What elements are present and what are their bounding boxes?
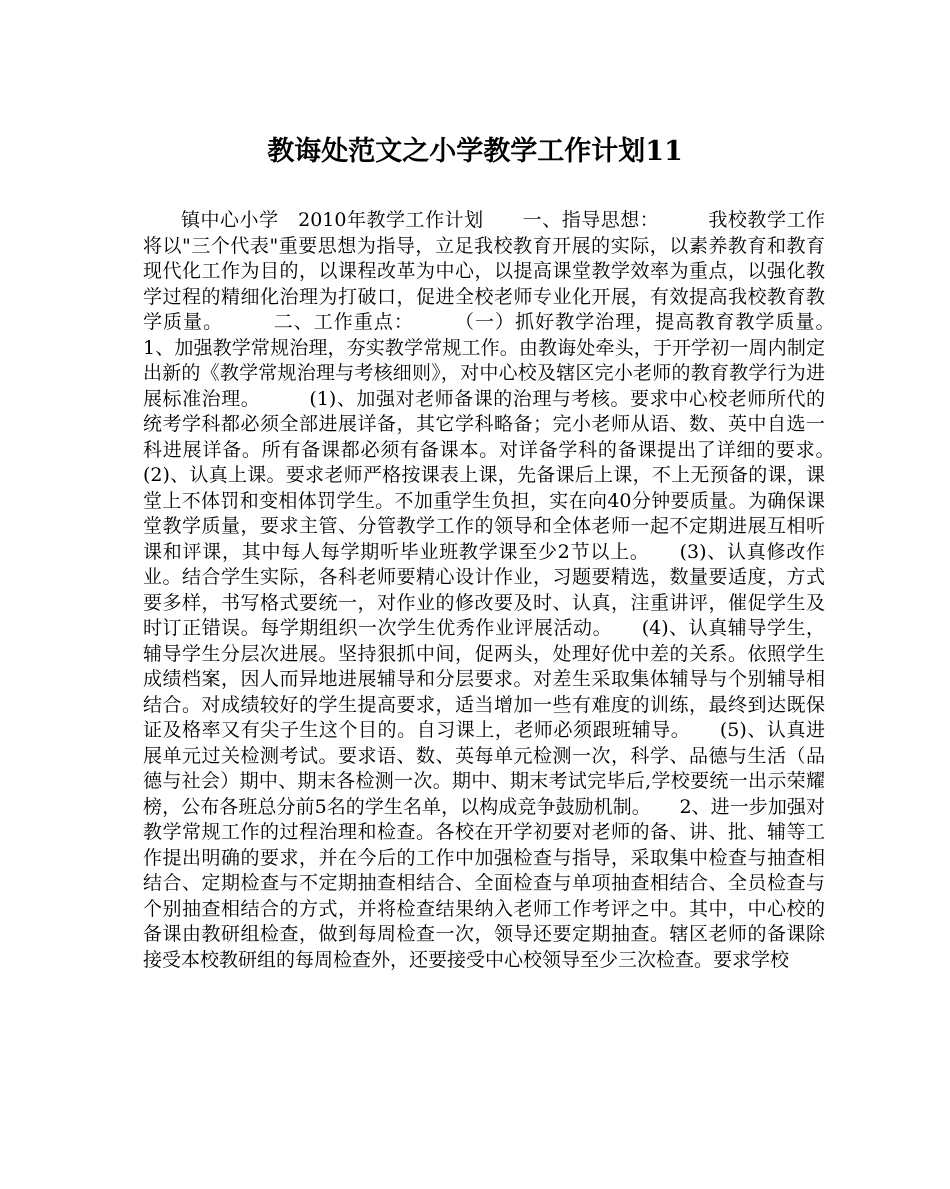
document-title: 教诲处范文之小学教学工作计划11 [267, 136, 683, 167]
document-body: 镇中心小学 2010年教学工作计划 一、指导思想： 我校教学工作将以"三个代表"重要思想为指导，立足我校教育开展的实际，以素养教育和教育现代化工作为目的，以课程改革为中心，以提高课堂教学效率为重点，以强化教学过程的精细化治理为打破口，促进全校老师专业化开展，有效提高我校教育教学质量。 二、工作重点： （一）抓好教学治理，提高教育教学质量。 1、加强教学常规治理，夯实教学常规工作。由教诲处牵头，于开学初一周内制定出新的《教学常规治理与考核细则》，对中心校及辖区完小老师的教育教学行为进展标准治理。 (1)、加强对老师备课的治理与考核。要求中心校老师所代的统考学科都必须全部进展详备，其它学科略备；完小老师从语、数、英中自选一科进展详备。所有备课都必须有备课本。对详备学科的备课提出了详细的要求。 (2)、认真上课。要求老师严格按课表上课，先备课后上课，不上无预备的课，课堂上不体罚和变相体罚学生。不加重学生负担，实在向40分钟要质量。为确保课堂教学质量，要求主管、分管教学工作的领导和全体老师一起不定期进展互相听课和评课，其中每人每学期听毕业班教学课至少2节以上。 (3)、认真修改作业。结合学生实际，各科老师要精心设计作业，习题要精选，数量要适度，方式要多样，书写格式要统一，对作业的修改要及时、认真，注重讲评，催促学生及时订正错误。每学期组织一次学生优秀作业评展活动。 (4)、认真辅导学生，辅导学生分层次进展。坚持狠抓中间，促两头，处理好优中差的关系。依照学生成绩档案，因人而异地进展辅导和分层要求。对差生采取集体辅导与个别辅导相结合。对成绩较好的学生提高要求，适当增加一些有难度的训练，最终到达既保证及格率又有尖子生这个目的。自习课上，老师必须跟班辅导。 (5)、认真进展单元过关检测考试。要求语、数、英每单元检测一次，科学、品德与生活（品德与社会）期中、期末各检测一次。期中、期末考试完毕后,学校要统一出示荣耀榜，公布各班总分前5名的学生名单，以构成竞争鼓励机制。 2、进一步加强对教学常规工作的过程治理和检查。各校在开学初要对老师的备、讲、批、辅等工作提出明确的要求，并在今后的工作中加强检查与指导，采取集中检查与抽查相结合、定期检查与不定期抽查相结合、全面检查与单项抽查相结合、全员检查与个别抽查相结合的方式，并将检查结果纳入老师工作考评之中。其中，中心校的备课由教研组检查，做到每周检查一次，领导还要定期抽查。辖区老师的备课除接受本校教研组的每周检查外，还要接受中心校领导至少三次检查。要求学校 [143, 209, 864, 971]
